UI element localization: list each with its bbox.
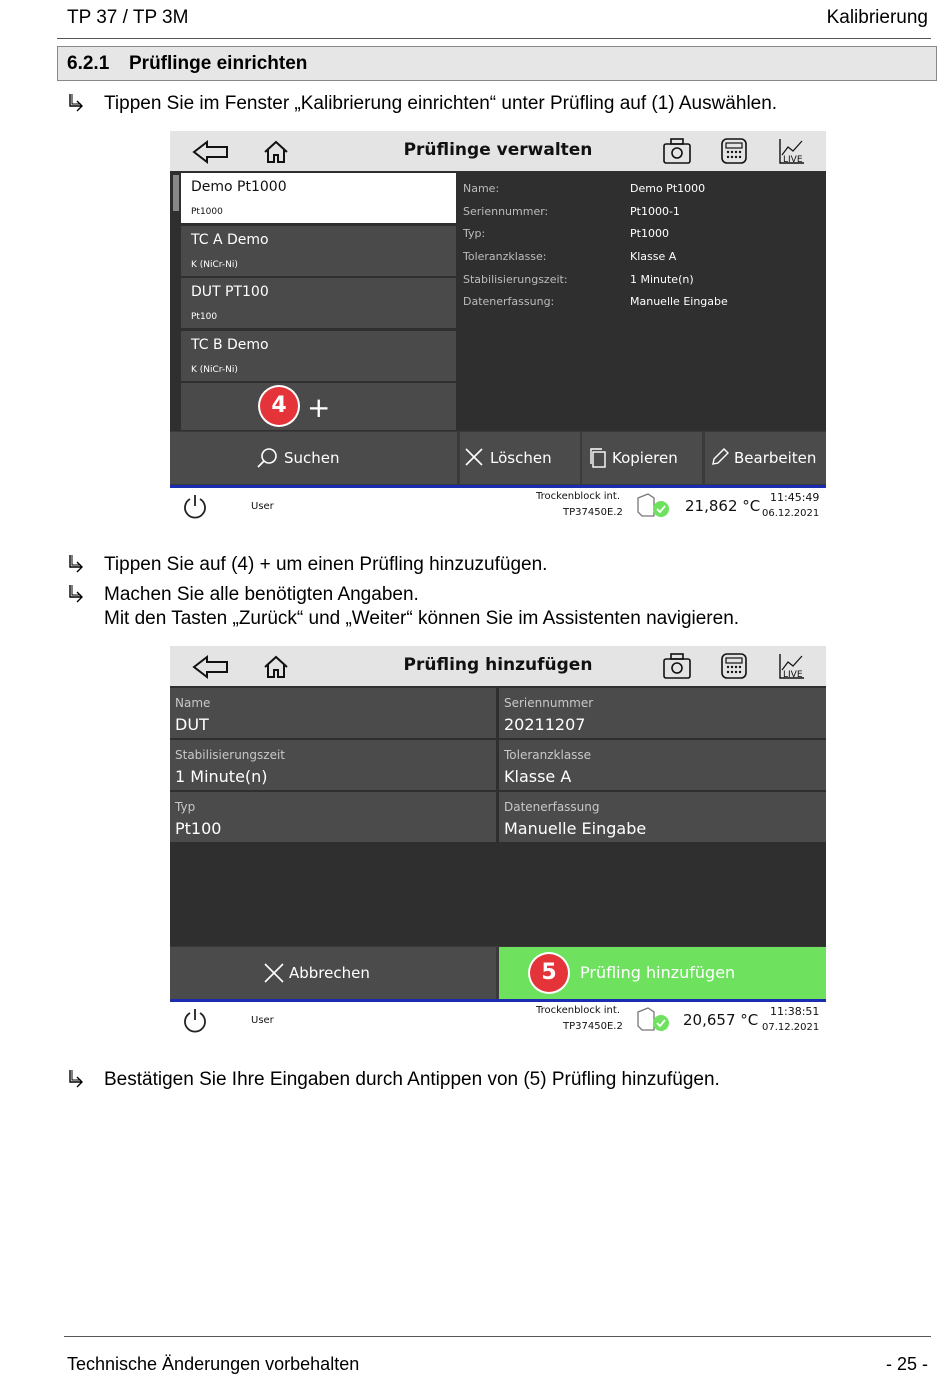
detail-value: Klasse A <box>630 250 677 263</box>
power-icon[interactable] <box>181 1007 209 1035</box>
cancel-label: Abbrechen <box>289 964 370 982</box>
section-title: Prüflinge einrichten <box>129 53 308 74</box>
list-item[interactable] <box>181 173 456 223</box>
step-arrow-icon <box>67 583 85 605</box>
dut-name: DUT PT100 <box>191 284 269 300</box>
dut-name: TC A Demo <box>191 232 269 248</box>
live-label: LIVE <box>783 155 803 165</box>
power-icon[interactable] <box>181 493 209 521</box>
screen-toolbar <box>170 131 826 171</box>
step-text: Tippen Sie auf (4) + um einen Prüfling hinzuzufügen. <box>104 554 548 575</box>
status-bar <box>170 999 826 1038</box>
dut-name: TC B Demo <box>191 337 269 353</box>
action-bar <box>170 431 826 485</box>
list-scrollbar[interactable] <box>173 175 179 211</box>
detail-value: Pt1000 <box>630 227 669 240</box>
clock-date: 06.12.2021 <box>762 508 820 519</box>
document-model-title: TP 37 / TP 3M <box>67 7 189 28</box>
field-value: Klasse A <box>504 767 572 786</box>
detail-value: Demo Pt1000 <box>630 182 706 195</box>
temperature-readout: 21,862 °C <box>685 497 761 515</box>
clock-time: 11:45:49 <box>770 491 820 504</box>
detail-value: Manuelle Eingabe <box>630 295 728 308</box>
detail-label: Typ: <box>463 227 486 240</box>
field-label: Name <box>175 696 211 710</box>
copy-icon <box>588 447 608 469</box>
step-arrow-icon <box>67 1068 85 1090</box>
dry-block-status-icon <box>634 490 672 520</box>
screen-title: Prüfling hinzufügen <box>403 655 593 675</box>
footer-note: Technische Änderungen vorbehalten <box>67 1354 360 1374</box>
copy-button[interactable] <box>582 432 702 484</box>
page-number: - 25 - <box>885 1354 928 1374</box>
clock-time: 11:38:51 <box>770 1005 820 1018</box>
close-icon <box>464 447 484 467</box>
dut-name: Demo Pt1000 <box>191 179 287 195</box>
device-name: Trockenblock int. <box>536 1005 620 1016</box>
step-arrow-icon <box>67 92 85 114</box>
name-field[interactable] <box>170 688 496 738</box>
dut-panel <box>170 171 826 431</box>
instruction-step <box>0 1068 950 1094</box>
stabilization-time-field[interactable] <box>170 740 496 790</box>
list-item[interactable] <box>181 331 456 381</box>
field-value: DUT <box>175 715 209 734</box>
live-chart-icon[interactable] <box>778 652 806 680</box>
screen-toolbar <box>170 646 826 686</box>
field-label: Seriennummer <box>504 696 594 710</box>
temperature-readout: 20,657 °C <box>683 1011 759 1029</box>
copy-label: Kopieren <box>612 449 678 467</box>
instruction-step <box>0 583 950 635</box>
dut-type: K (NiCr-Ni) <box>191 260 238 270</box>
dut-type: Pt100 <box>191 312 218 322</box>
add-dut-confirm-button[interactable] <box>499 947 826 999</box>
action-bar <box>170 946 826 999</box>
plus-icon: + <box>307 391 331 424</box>
live-label: LIVE <box>783 670 803 680</box>
instruction-step <box>0 553 950 579</box>
footer-divider <box>64 1336 931 1337</box>
field-value: 20211207 <box>504 715 586 734</box>
detail-label: Stabilisierungszeit: <box>463 273 568 286</box>
close-icon <box>263 962 285 984</box>
callout-badge-4: 4 <box>260 387 298 425</box>
step-text-continued: Mit den Tasten „Zurück“ und „Weiter“ können Sie im Assistenten navigieren. <box>104 608 740 629</box>
camera-icon[interactable] <box>662 652 692 680</box>
detail-label: Seriennummer: <box>463 205 549 218</box>
step-text: Tippen Sie im Fenster „Kalibrierung einrichten“ unter Prüfling auf (1) Auswählen. <box>104 93 778 114</box>
edit-button[interactable] <box>705 432 826 484</box>
edit-label: Bearbeiten <box>734 449 817 467</box>
detail-label: Name: <box>463 182 500 195</box>
device-serial: TP37450E.2 <box>563 1021 623 1032</box>
dut-form <box>170 686 826 948</box>
detail-value: 1 Minute(n) <box>630 273 694 286</box>
section-heading <box>57 46 937 81</box>
document-chapter-title: Kalibrierung <box>826 7 928 28</box>
field-label: Stabilisierungszeit <box>175 748 285 762</box>
camera-icon[interactable] <box>662 137 692 165</box>
pencil-icon <box>710 447 730 467</box>
status-bar <box>170 485 826 524</box>
delete-label: Löschen <box>490 449 552 467</box>
type-field[interactable] <box>170 792 496 842</box>
section-number: 6.2.1 <box>67 53 110 74</box>
step-arrow-icon <box>67 553 85 575</box>
add-dut-button[interactable] <box>181 383 456 430</box>
user-label: User <box>251 1015 274 1026</box>
detail-label: Datenerfassung: <box>463 295 555 308</box>
field-label: Toleranzklasse <box>504 748 592 762</box>
dry-block-status-icon <box>634 1004 672 1034</box>
cancel-button[interactable] <box>170 947 496 999</box>
tolerance-class-field[interactable] <box>499 740 826 790</box>
step-text: Bestätigen Sie Ihre Eingaben durch Antippen von (5) Prüfling hinzufügen. <box>104 1069 720 1090</box>
detail-label: Toleranzklasse: <box>463 250 547 263</box>
data-acquisition-field[interactable] <box>499 792 826 842</box>
device-serial: TP37450E.2 <box>563 507 623 518</box>
device-name: Trockenblock int. <box>536 491 620 502</box>
clock-date: 07.12.2021 <box>762 1022 820 1033</box>
field-value: 1 Minute(n) <box>175 767 268 786</box>
add-dut-label: Prüfling hinzufügen <box>580 963 736 982</box>
screen-add-dut <box>170 646 826 1036</box>
user-label: User <box>251 501 274 512</box>
callout-badge-5: 5 <box>530 954 568 992</box>
detail-value: Pt1000-1 <box>630 205 680 218</box>
delete-button[interactable] <box>460 432 580 484</box>
calculator-icon[interactable] <box>720 652 748 680</box>
dut-type: K (NiCr-Ni) <box>191 365 238 375</box>
search-label: Suchen <box>284 449 340 467</box>
step-text: Machen Sie alle benötigten Angaben. <box>104 584 419 605</box>
live-chart-icon[interactable] <box>778 137 806 165</box>
field-value: Pt100 <box>175 819 222 838</box>
header-divider <box>57 38 931 39</box>
list-item[interactable] <box>181 278 456 328</box>
search-icon <box>256 447 278 469</box>
field-label: Typ <box>175 800 196 814</box>
dut-type: Pt1000 <box>191 207 223 217</box>
calculator-icon[interactable] <box>720 137 748 165</box>
field-label: Datenerfassung <box>504 800 600 814</box>
serial-number-field[interactable] <box>499 688 826 738</box>
instruction-step <box>0 92 950 118</box>
field-value: Manuelle Eingabe <box>504 819 647 838</box>
search-button[interactable] <box>170 432 457 484</box>
screen-title: Prüflinge verwalten <box>403 140 593 160</box>
screen-manage-duts <box>170 131 826 523</box>
list-item[interactable] <box>181 226 456 276</box>
